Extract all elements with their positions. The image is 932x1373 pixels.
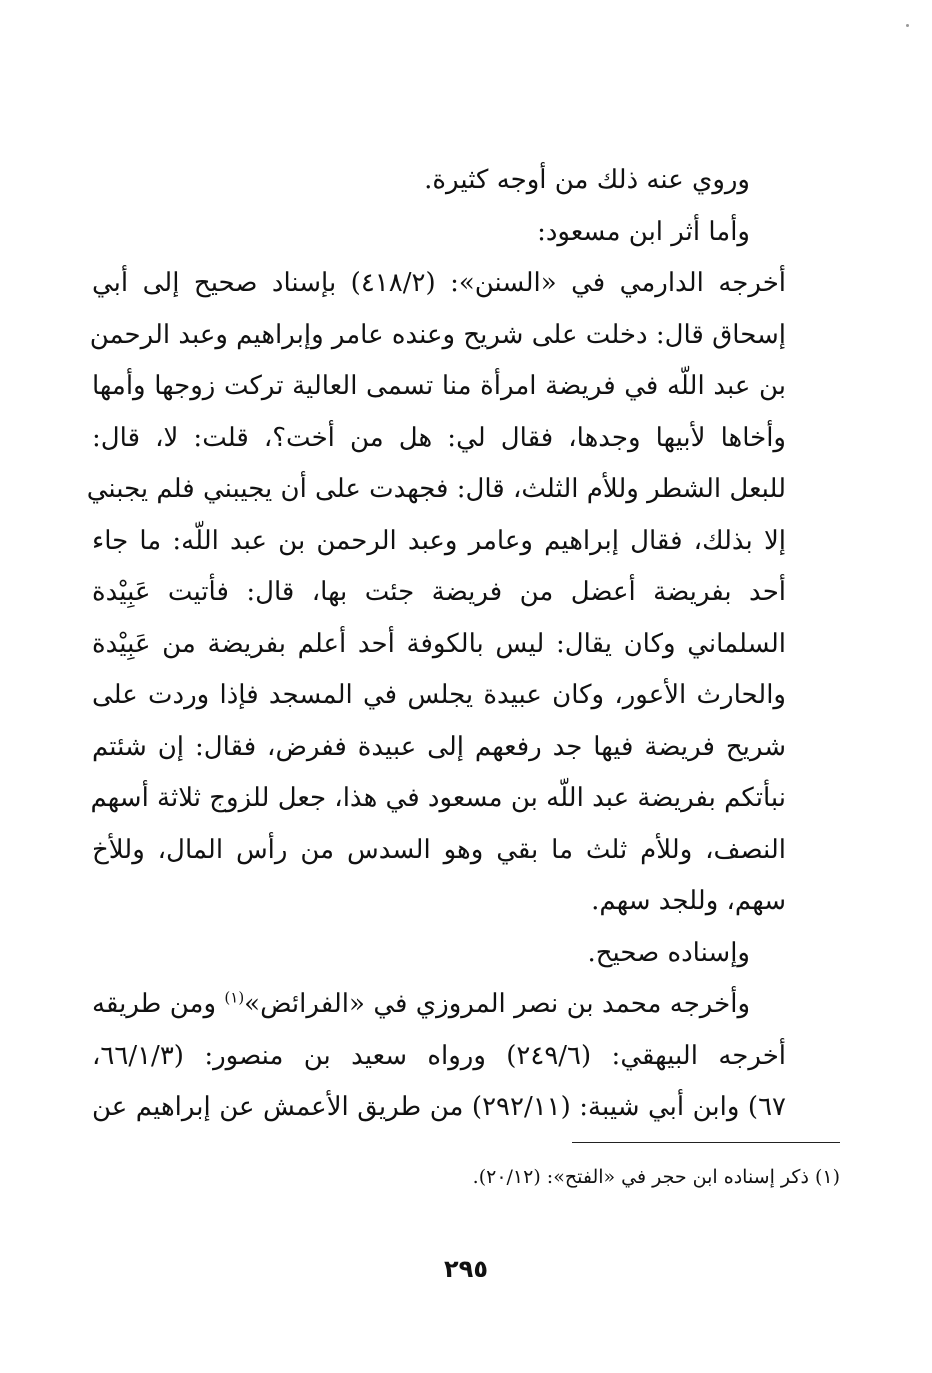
text-line: السلماني وكان يقال: ليس بالكوفة أحد أعلم بفريضة من عَبِيْدة: [92, 628, 786, 659]
text-line: للبعل الشطر وللأم الثلث، قال: فجهدت على أن يجيبني فلم يجبني: [86, 474, 786, 504]
text-line: أخرجه الدارمي في «السنن»: (٤١٨/٢) بإسناد صحيح إلى أبي: [92, 268, 786, 298]
text-line: وروي عنه ذلك من أوجه كثيرة.: [424, 165, 750, 195]
main-text: [86, 155, 786, 1134]
footnote-separator: [572, 1142, 840, 1143]
text-segment: وأخرجه محمد بن نصر المروزي في «الفرائض»: [244, 989, 751, 1019]
text-line: ٦٧) وابن أبي شيبة: (٢٩٢/١١) من طريق الأعمش عن إبراهيم عن: [92, 1092, 786, 1122]
text-line: بن عبد اللّه في فريضة امرأة منا تسمى العالية تركت زوجها وأمها: [92, 371, 786, 401]
text-line: وإسناده صحيح.: [587, 937, 750, 968]
text-line: وأما أثر ابن مسعود:: [537, 216, 750, 247]
text-line: إسحاق قال: دخلت على شريح وعنده عامر وإبراهيم وعبد الرحمن: [89, 319, 786, 350]
text-line: أخرجه البيهقي: (٢٤٩/٦) ورواه سعيد بن منصور: (٦٦/١/٣،: [92, 1040, 786, 1071]
text-line: النصف، وللأم ثلث ما بقي وهو السدس من رأس المال، وللأخ: [92, 834, 786, 865]
text-line: إلا بذلك، فقال إبراهيم وعامر وعبد الرحمن بن عبد اللّه: ما جاء: [92, 525, 786, 556]
page-number: ٢٩٥: [444, 1255, 488, 1283]
text-line: وأخاها لأبيها وجدها، فقال لي: هل من أخت؟، قلت: لا، قال:: [92, 422, 786, 453]
footnote-reference[interactable]: (١): [224, 988, 245, 1007]
text-line: سهم، وللجد سهم.: [591, 886, 786, 916]
scan-speck: [906, 24, 909, 27]
text-line-with-footnote: [92, 979, 786, 1031]
text-line: والحارث الأعور، وكان عبيدة يجلس في المسجد فإذا وردت على: [92, 680, 786, 710]
text-segment: ومن طريقه: [92, 989, 217, 1019]
text-line: أحد بفريضة أعضل من فريضة جئت بها، قال: فأتيت عَبِيْدة: [92, 577, 786, 607]
text-line: نبأتكم بفريضة عبد اللّه بن مسعود في هذا، جعل للزوج ثلاثة أسهم: [90, 783, 786, 813]
footnote: (١) ذكر إسناده ابن حجر في «الفتح»: (٢٠/١٢).: [472, 1166, 840, 1188]
text-line: شريح فريضة فيها جد رفعهم إلى عبيدة ففرض، فقال: إن شئتم: [92, 731, 786, 762]
